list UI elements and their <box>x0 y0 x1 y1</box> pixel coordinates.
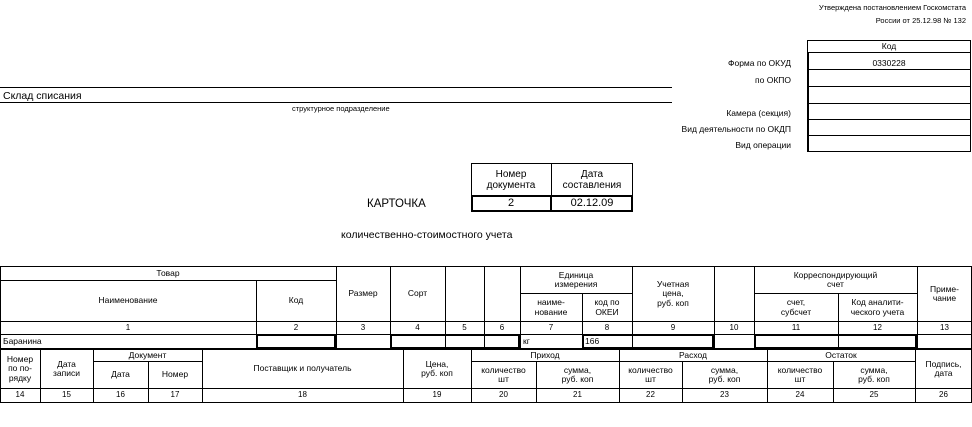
supplier-header: Поставщик и получатель <box>253 363 352 374</box>
unit-name-header: наиме- нование <box>534 297 568 317</box>
col-num-18: 18 <box>298 390 307 400</box>
balance-header: Остаток <box>825 349 857 360</box>
card-title: КАРТОЧКА <box>367 198 426 210</box>
col-num-5: 5 <box>462 322 467 332</box>
goods-header: Товар <box>156 267 180 278</box>
col-num-3: 3 <box>360 322 366 332</box>
chamber-label: Камера (секция) <box>726 108 791 118</box>
balance-sum-header: сумма, руб. коп <box>858 364 890 384</box>
row-product-name: Баранина <box>3 335 42 346</box>
subdivision-caption: структурное подразделение <box>292 104 390 113</box>
col-num-24: 24 <box>795 390 805 400</box>
col-num-6: 6 <box>499 322 505 332</box>
col-num-1: 1 <box>125 322 131 332</box>
price-header: Учетная цена, руб. коп <box>656 278 690 308</box>
name-header: Наименование <box>98 295 158 306</box>
codes-header: Код <box>881 41 897 51</box>
note-header: Приме- чание <box>930 283 959 303</box>
price-col-header: Цена, руб. коп <box>421 358 453 378</box>
doc-date-col-header: Дата <box>111 369 130 380</box>
account-header: счет, субсчет <box>780 297 812 317</box>
approval-line-2: России от 25.12.98 № 132 <box>875 16 966 25</box>
signature-header: Подпись, дата <box>925 358 962 378</box>
row-unit-name: кг <box>523 335 530 346</box>
okdp-label: Вид деятельности по ОКДП <box>681 124 791 134</box>
income-qty-header: количество шт <box>481 364 526 384</box>
col-num-21: 21 <box>573 390 582 400</box>
col-num-14: 14 <box>15 390 25 400</box>
entry-date-header: Дата записи <box>53 358 80 378</box>
balance-qty-header: количество шт <box>777 364 823 384</box>
income-header: Приход <box>530 349 560 360</box>
doc-date-value: 02.12.09 <box>570 197 614 210</box>
col-num-11: 11 <box>791 322 801 332</box>
row-unit-okei: 166 <box>585 335 600 346</box>
unit-okei-header: код по ОКЕИ <box>594 297 620 317</box>
col-num-2: 2 <box>293 322 299 332</box>
document-header: Документ <box>128 349 167 360</box>
col-num-8: 8 <box>604 322 610 332</box>
operation-label: Вид операции <box>735 140 791 150</box>
doc-number-value: 2 <box>507 197 515 210</box>
col-num-26: 26 <box>939 390 948 400</box>
okud-label: Форма по ОКУД <box>728 58 791 68</box>
col-num-25: 25 <box>869 390 879 400</box>
col-num-7: 7 <box>548 322 554 332</box>
doc-number-col-header: Номер <box>161 369 189 380</box>
expense-qty-header: количество шт <box>628 364 673 384</box>
expense-sum-header: сумма, руб. коп <box>708 364 741 384</box>
unit-header: Единица измерения <box>554 269 598 289</box>
subdivision-value: Склад списания <box>3 90 82 102</box>
col-num-16: 16 <box>116 390 125 400</box>
col-num-15: 15 <box>62 390 71 400</box>
col-num-13: 13 <box>940 322 949 332</box>
col-num-9: 9 <box>670 322 676 332</box>
size-header: Размер <box>348 288 378 299</box>
col-num-19: 19 <box>432 390 442 400</box>
income-sum-header: сумма, руб. коп <box>561 364 594 384</box>
approval-line-1: Утверждена постановлением Госкомстата <box>818 3 966 12</box>
col-num-22: 22 <box>646 390 655 400</box>
okud-value: 0330228 <box>872 58 906 68</box>
col-num-10: 10 <box>729 322 739 332</box>
analytic-header: Код аналити- ческого учета <box>850 297 905 317</box>
expense-header: Расход <box>678 349 708 360</box>
col-num-17: 17 <box>170 390 180 400</box>
doc-number-header: Номер документа <box>486 168 536 191</box>
col-num-12: 12 <box>873 322 882 332</box>
col-num-23: 23 <box>720 390 729 400</box>
col-num-4: 4 <box>415 322 420 332</box>
card-subtitle: количественно-стоимостного учета <box>341 229 513 241</box>
code-header: Код <box>288 295 304 306</box>
doc-date-header: Дата составления <box>562 168 622 191</box>
okpo-label: по ОКПО <box>755 75 791 85</box>
corr-header: Корреспондирующий счет <box>793 269 878 289</box>
order-header: Номер по по- рядку <box>6 353 34 383</box>
col-num-20: 20 <box>499 390 508 400</box>
grade-header: Сорт <box>407 288 428 299</box>
